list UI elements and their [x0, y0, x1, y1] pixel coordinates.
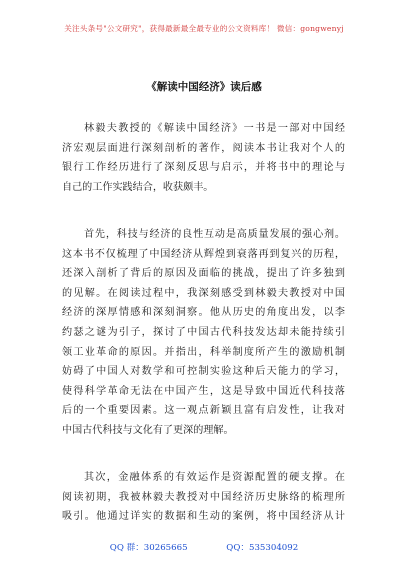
paragraph-1 — [62, 119, 345, 197]
footer-qq-group: QQ 群：30265665 — [109, 543, 188, 553]
paragraph-line: 银行工作经历进行了深刻反思与启示，并将书中的理论与 — [62, 162, 345, 174]
paragraph-line: 约瑟之谜为引子，探讨了中国古代科技发达却未能持续引 — [62, 326, 345, 338]
header-banner: 关注头条号"公文研究"，获得最新最全最专业的公文资料库！ 微信：gongwenyj — [64, 24, 344, 33]
paragraph-line: 领工业革命的原因。并指出，科举制度所产生的激励机制 — [62, 346, 345, 358]
paragraph-line: 的见解。在阅读过程中，我深刻感受到林毅夫教授对中国 — [62, 287, 345, 299]
footer-qq: QQ：535304092 — [226, 543, 299, 553]
paragraph-line: 其次，金融体系的有效运作是资源配置的硬支撑。在 — [84, 472, 345, 483]
paragraph-line: 妨碍了中国人对数学和可控制实验这种后天能力的学习， — [62, 366, 345, 378]
paragraph-line: 阅读初期，我被林毅夫教授对中国经济历史脉络的梳理所 — [62, 491, 345, 503]
paragraph-line: 林毅夫教授的《解读中国经济》一书是一部对中国经 — [84, 123, 345, 134]
paragraph-line: 还深入剖析了背后的原因及面临的挑战，提出了许多独到 — [62, 268, 345, 280]
footer-contact — [0, 541, 408, 553]
paragraph-line: 这本书不仅梳理了中国经济从辉煌到衰落再到复兴的历程， — [62, 248, 345, 260]
paragraph-line: 首先，科技与经济的良性互动是高质量发展的强心剂。 — [84, 229, 345, 240]
paragraph-line: 自己的工作实践结合，收获颇丰。 — [62, 181, 214, 193]
paragraph-line: 吸引。他通过详实的数据和生动的案例，将中国经济从计 — [62, 511, 345, 523]
paragraph-3 — [62, 468, 345, 527]
paragraph-line: 济宏观层面进行深刻剖析的著作，阅读本书让我对个人的 — [62, 142, 345, 154]
paragraph-line: 后的一个重要因素。这一观点新颖且富有启发性，让我对 — [62, 405, 345, 417]
paragraph-line: 使得科学革命无法在中国产生，这是导致中国近代科技落 — [62, 385, 345, 397]
paragraph-line: 中国古代科技与文化有了更深的理解。 — [62, 424, 234, 436]
paragraph-line: 经济的深厚情感和深刻洞察。他从历史的角度出发，以李 — [62, 307, 345, 319]
paragraph-2 — [62, 225, 345, 441]
document-title: 《解读中国经济》读后感 — [146, 81, 262, 93]
